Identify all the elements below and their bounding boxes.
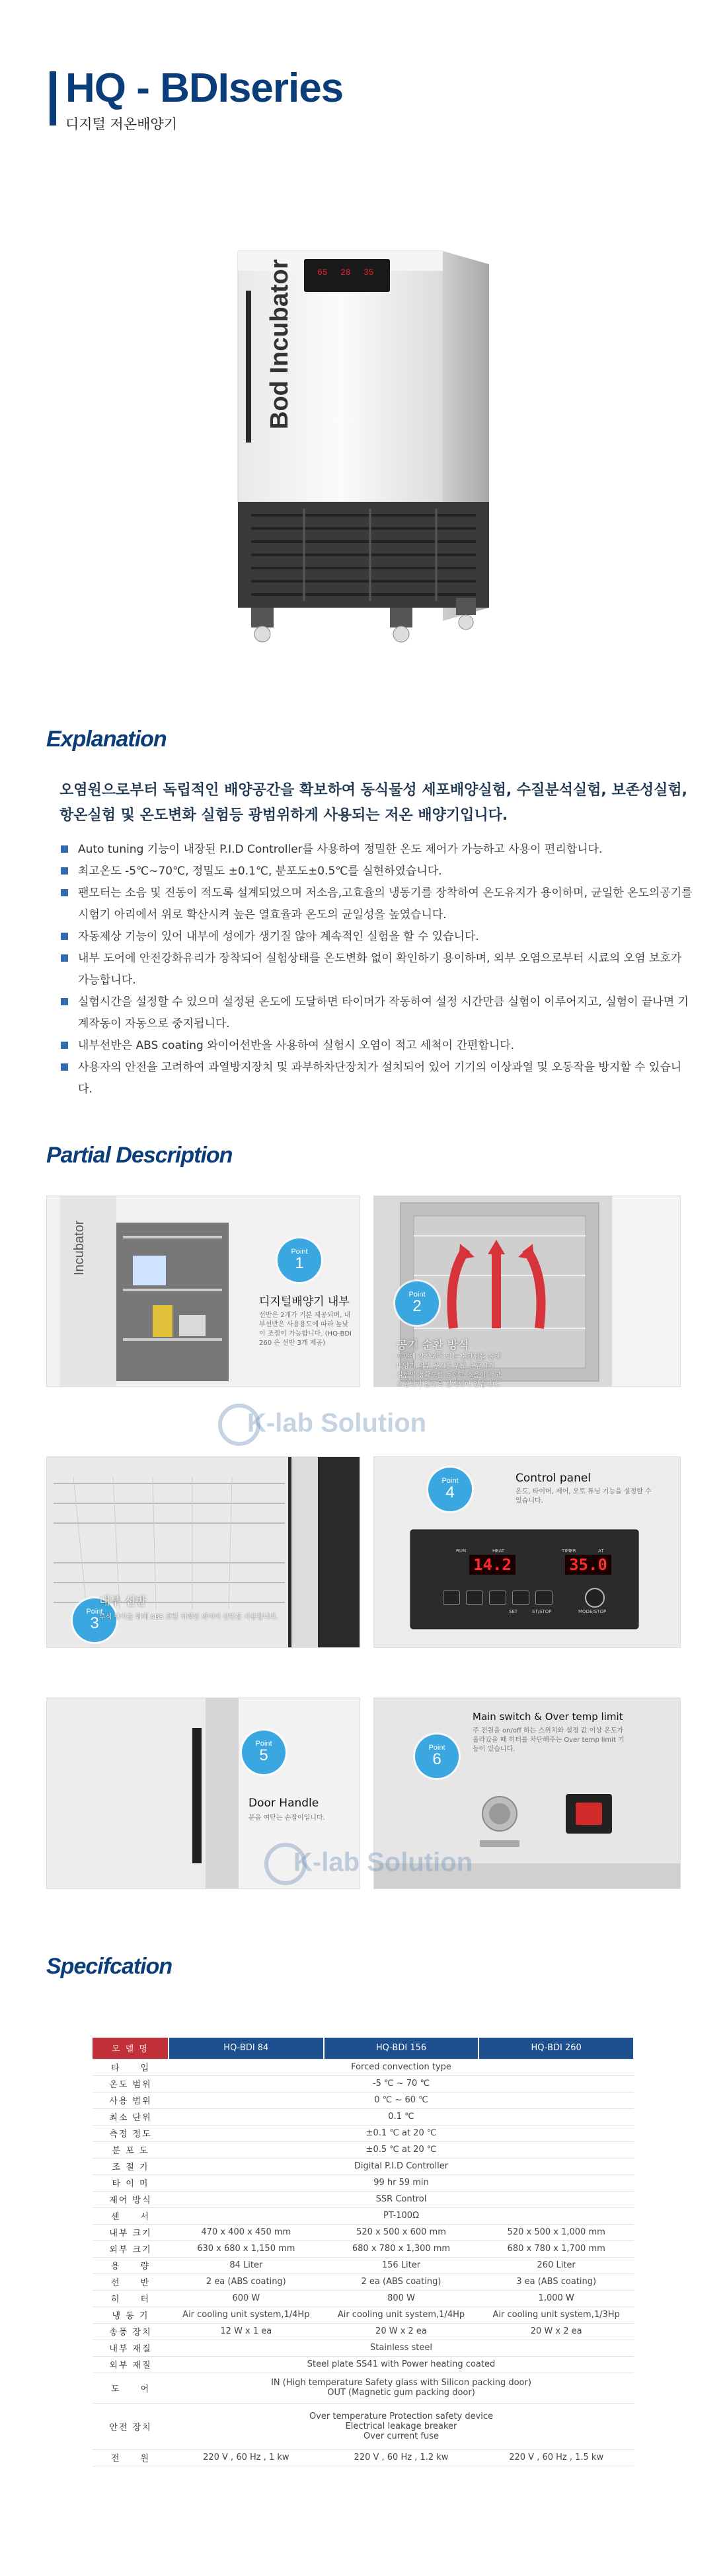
spec-key: 히 터 xyxy=(93,2290,169,2307)
spec-value: 220 V , 60 Hz , 1.2 kw xyxy=(324,2449,479,2466)
point-3-badge: Point 3 xyxy=(73,1598,116,1642)
label-mode: MODE/STOP xyxy=(578,1609,607,1614)
bullet-item: 실험시간을 설정할 수 있으며 설정된 온도에 도달하면 타이머가 작동하여 설정 시간만큼 실험이 이루어지고, 실험이 끝나면 기계작동이 자동으로 중지됩니다. xyxy=(59,991,694,1035)
spec-value: 0 ℃ ~ 60 ℃ xyxy=(169,2092,634,2108)
spec-value: 84 Liter xyxy=(169,2257,324,2273)
point-5-desc: 문을 여닫는 손잡이입니다. xyxy=(249,1814,325,1822)
panel-button-2[interactable] xyxy=(466,1591,483,1605)
spec-table xyxy=(93,2038,634,2466)
spec-key: 타 입 xyxy=(93,2059,169,2075)
page-subtitle: 디지털 저온배양기 xyxy=(65,116,177,132)
spec-row xyxy=(93,2059,634,2075)
bullet-square-icon xyxy=(61,1042,68,1049)
explanation-lead: 오염원으로부터 독립적인 배양공간을 확보하여 동식물성 세포배양실험, 수질분석실험, 보존성실험, 항온실험 및 온도변화 실험등 광범위하게 사용되는 저온 배양기입니다. xyxy=(59,782,688,824)
spec-row xyxy=(93,2340,634,2356)
spec-row xyxy=(93,2307,634,2323)
label-at: AT xyxy=(598,1548,604,1554)
bullet-square-icon xyxy=(61,998,68,1005)
spec-value: 680 x 780 x 1,700 mm xyxy=(478,2240,634,2257)
spec-key: 내부 크기 xyxy=(93,2224,169,2240)
spec-value: 220 V , 60 Hz , 1.5 kw xyxy=(478,2449,634,2466)
spec-key: 조 절 기 xyxy=(93,2158,169,2174)
spec-value: 680 x 780 x 1,300 mm xyxy=(324,2240,479,2257)
spec-value: 3 ea (ABS coating) xyxy=(478,2273,634,2290)
spec-value: 260 Liter xyxy=(478,2257,634,2273)
spec-row xyxy=(93,2075,634,2092)
spec-row xyxy=(93,2125,634,2141)
spec-row xyxy=(93,2403,634,2449)
point-6-title: Main switch & Over temp limit xyxy=(473,1711,623,1723)
panel-button-start-stop[interactable] xyxy=(535,1591,553,1605)
spec-key: 안전 장치 xyxy=(93,2403,169,2449)
spec-value: 800 W xyxy=(324,2290,479,2307)
temperature-display: 14.2 xyxy=(469,1555,516,1575)
spec-value: SSR Control xyxy=(169,2191,634,2207)
label-run: RUN xyxy=(456,1548,467,1554)
spec-key: 외부 재질 xyxy=(93,2356,169,2373)
bullet-square-icon xyxy=(61,889,68,896)
point-2-badge: Point 2 xyxy=(395,1281,439,1325)
spec-key: 외부 크기 xyxy=(93,2240,169,2257)
svg-text:Incubator: Incubator xyxy=(72,1220,87,1275)
spec-key: 도 어 xyxy=(93,2373,169,2403)
spec-value: 630 x 680 x 1,150 mm xyxy=(169,2240,324,2257)
page-title: HQ - BDIseries xyxy=(65,65,344,111)
spec-row xyxy=(93,2092,634,2108)
spec-row xyxy=(93,2273,634,2290)
spec-row xyxy=(93,2207,634,2224)
spec-value: 2 ea (ABS coating) xyxy=(324,2273,479,2290)
point-5-badge: Point 5 xyxy=(242,1731,286,1774)
spec-row xyxy=(93,2323,634,2340)
point-6-desc: 주 전원을 on/off 하는 스위치와 설정 값 이상 온도가 올라갔을 때 히터를 차단해주는 Over temp limit 기능이 있습니다. xyxy=(473,1727,625,1753)
spec-value: Air cooling unit system,1/4Hp xyxy=(169,2307,324,2323)
product-display-3: 35 xyxy=(364,268,374,277)
setpoint-display: 35.0 xyxy=(565,1555,611,1575)
spec-model-1: HQ-BDI 84 xyxy=(169,2038,324,2059)
spec-value: 12 W x 1 ea xyxy=(169,2323,324,2340)
spec-row xyxy=(93,2224,634,2240)
page-header xyxy=(50,65,344,139)
spec-value: Digital P.I.D Controller xyxy=(169,2158,634,2174)
spec-key: 내부 재질 xyxy=(93,2340,169,2356)
spec-value: Air cooling unit system,1/4Hp xyxy=(324,2307,479,2323)
point-4-badge: Point 4 xyxy=(428,1468,472,1511)
spec-row xyxy=(93,2449,634,2466)
point-4-title: Control panel xyxy=(516,1472,592,1485)
bullet-square-icon xyxy=(61,1063,68,1071)
spec-model-3: HQ-BDI 260 xyxy=(478,2038,634,2059)
panel-button-3[interactable] xyxy=(489,1591,506,1605)
spec-row xyxy=(93,2108,634,2125)
power-button[interactable] xyxy=(585,1588,605,1608)
explanation-heading: Explanation xyxy=(46,727,167,752)
point-2-desc: 후면에 장착되어 있는 순환팬을 통해 배양기 내부 공기를 위로 순환시켜 실험의 정확도를 높이고 소음이 적고 오염되지 않도록 설계되어 있습니다. xyxy=(397,1353,501,1388)
bullet-square-icon xyxy=(61,933,68,940)
spec-key: 최소 단위 xyxy=(93,2108,169,2125)
bullet-item: 팬모터는 소음 및 진동이 적도록 설계되었으며 저소음,고효율의 냉동기를 장착하여 온도유지가 용이하며, 균일한 온도의공기를 시험기 아리에서 위로 확산시켜 높은 열효율과 온도의 균일성을 높였습니다. xyxy=(59,882,694,926)
point-2-title: 공기 순환 방식 xyxy=(397,1339,469,1352)
spec-value: 20 W x 2 ea xyxy=(324,2323,479,2340)
spec-key: 냉 동 기 xyxy=(93,2307,169,2323)
watermark-2: K-lab Solution xyxy=(264,1843,473,1885)
spec-value: -5 ℃ ~ 70 ℃ xyxy=(169,2075,634,2092)
spec-key: 송풍 장치 xyxy=(93,2323,169,2340)
spec-key: 사용 범위 xyxy=(93,2092,169,2108)
bullet-square-icon xyxy=(61,954,68,962)
bullet-item: 내부 도어에 안전강화유리가 장착되어 실험상태를 온도변화 없이 확인하기 용이하며, 외부 오염으로부터 시료의 오염 보호가 가능합니다. xyxy=(59,948,694,991)
spec-value: 99 hr 59 min xyxy=(169,2174,634,2191)
spec-row xyxy=(93,2174,634,2191)
spec-value: 600 W xyxy=(169,2290,324,2307)
spec-value: PT-100Ω xyxy=(169,2207,634,2224)
watermark-1: K-lab Solution xyxy=(218,1404,426,1446)
point-6-badge: Point 6 xyxy=(415,1735,459,1778)
spec-value: 156 Liter xyxy=(324,2257,479,2273)
spec-value: ±0.5 ℃ at 20 ℃ xyxy=(169,2141,634,2158)
point-3-desc: 부식 방지를 위해 ABS 코팅 처리된 와이어 선반을 사용합니다. xyxy=(99,1614,278,1621)
product-image xyxy=(225,238,502,654)
label-set: SET xyxy=(509,1609,518,1614)
spec-value: Stainless steel xyxy=(169,2340,634,2356)
spec-value: ±0.1 ℃ at 20 ℃ xyxy=(169,2125,634,2141)
spec-value: 220 V , 60 Hz , 1 kw xyxy=(169,2449,324,2466)
spec-value: IN (High temperature Safety glass with Silicon packing door) OUT (Magnetic gum packing door) xyxy=(169,2373,634,2403)
spec-row xyxy=(93,2356,634,2373)
spec-row xyxy=(93,2290,634,2307)
spec-value: 0.1 ℃ xyxy=(169,2108,634,2125)
point-5-title: Door Handle xyxy=(249,1797,319,1810)
point-4-desc: 온도, 타이머, 제어, 오토 튜닝 기능을 설정할 수 있습니다. xyxy=(516,1488,652,1505)
spec-key: 분 포 도 xyxy=(93,2141,169,2158)
spec-row xyxy=(93,2158,634,2174)
spec-key: 온도 범위 xyxy=(93,2075,169,2092)
spec-value: 1,000 W xyxy=(478,2290,634,2307)
spec-value: 20 W x 2 ea xyxy=(478,2323,634,2340)
bullet-item: 자동제상 기능이 있어 내부에 성에가 생기질 않아 계속적인 실험을 할 수 있습니다. xyxy=(59,926,694,948)
spec-header-key: 모 델 명 xyxy=(93,2038,169,2059)
spec-value: 520 x 500 x 600 mm xyxy=(324,2224,479,2240)
panel-button-set[interactable] xyxy=(512,1591,529,1605)
spec-key: 제어 방식 xyxy=(93,2191,169,2207)
spec-value: Forced convection type xyxy=(169,2059,634,2075)
panel-button-1[interactable] xyxy=(443,1591,460,1605)
spec-row xyxy=(93,2191,634,2207)
bullet-item: Auto tuning 기능이 내장된 P.I.D Controller를 사용하여 정밀한 온도 제어가 가능하고 사용이 편리합니다. xyxy=(59,839,694,861)
spec-value: 2 ea (ABS coating) xyxy=(169,2273,324,2290)
bullet-square-icon xyxy=(61,845,68,853)
spec-row xyxy=(93,2240,634,2257)
spec-row xyxy=(93,2373,634,2403)
bullet-item: 최고온도 -5℃~70℃, 정밀도 ±0.1℃, 분포도±0.5℃를 실현하였습니다. xyxy=(59,861,694,882)
spec-value: 470 x 400 x 450 mm xyxy=(169,2224,324,2240)
partial-heading: Partial Description xyxy=(46,1143,233,1168)
spec-heading: Specifcation xyxy=(46,1954,172,1979)
label-heat: HEAT xyxy=(492,1548,505,1554)
spec-key: 선 반 xyxy=(93,2273,169,2290)
spec-row xyxy=(93,2141,634,2158)
spec-value: Steel plate SS41 with Power heating coated xyxy=(169,2356,634,2373)
spec-key: 측정 정도 xyxy=(93,2125,169,2141)
point-1-title: 디지털배양기 내부 xyxy=(259,1295,350,1308)
explanation-bullets xyxy=(59,839,694,1100)
spec-row xyxy=(93,2257,634,2273)
spec-model-2: HQ-BDI 156 xyxy=(324,2038,479,2059)
spec-value: 520 x 500 x 1,000 mm xyxy=(478,2224,634,2240)
spec-key: 전 원 xyxy=(93,2449,169,2466)
point-1-badge: Point 1 xyxy=(278,1238,321,1282)
point-3-title: 내부 선반 xyxy=(99,1595,147,1608)
spec-key: 센 서 xyxy=(93,2207,169,2224)
product-brand-text: Bod Incubator xyxy=(266,259,293,429)
spec-key: 용 량 xyxy=(93,2257,169,2273)
product-display-2: 28 xyxy=(340,268,351,277)
product-display-1: 65 xyxy=(317,268,328,277)
control-panel xyxy=(430,1539,648,1628)
spec-header-row xyxy=(93,2038,634,2059)
spec-value: Over temperature Protection safety device Electrical leakage breaker Over current fuse xyxy=(169,2403,634,2449)
bullet-square-icon xyxy=(61,867,68,875)
spec-key: 타 이 머 xyxy=(93,2174,169,2191)
spec-value: Air cooling unit system,1/3Hp xyxy=(478,2307,634,2323)
bullet-item: 내부선반은 ABS coating 와이어선반을 사용하여 실험시 오염이 적고 세척이 간편합니다. xyxy=(59,1035,694,1057)
bullet-item: 사용자의 안전을 고려하여 과열방지장치 및 과부하차단장치가 설치되어 있어 기기의 이상과열 및 오동작을 방지할 수 있습니다. xyxy=(59,1057,694,1100)
point-1-photo xyxy=(46,1196,360,1387)
point-1-desc: 선반은 2개가 기본 제공되며, 내부선반은 사용용도에 따라 높낮이 조절이 가능합니다. (HQ-BDI 260 은 선반 3개 제공) xyxy=(259,1312,352,1347)
label-timer: TIMER xyxy=(562,1548,576,1554)
label-stop: ST/STOP xyxy=(532,1609,552,1614)
title-accent-bar xyxy=(50,71,56,125)
